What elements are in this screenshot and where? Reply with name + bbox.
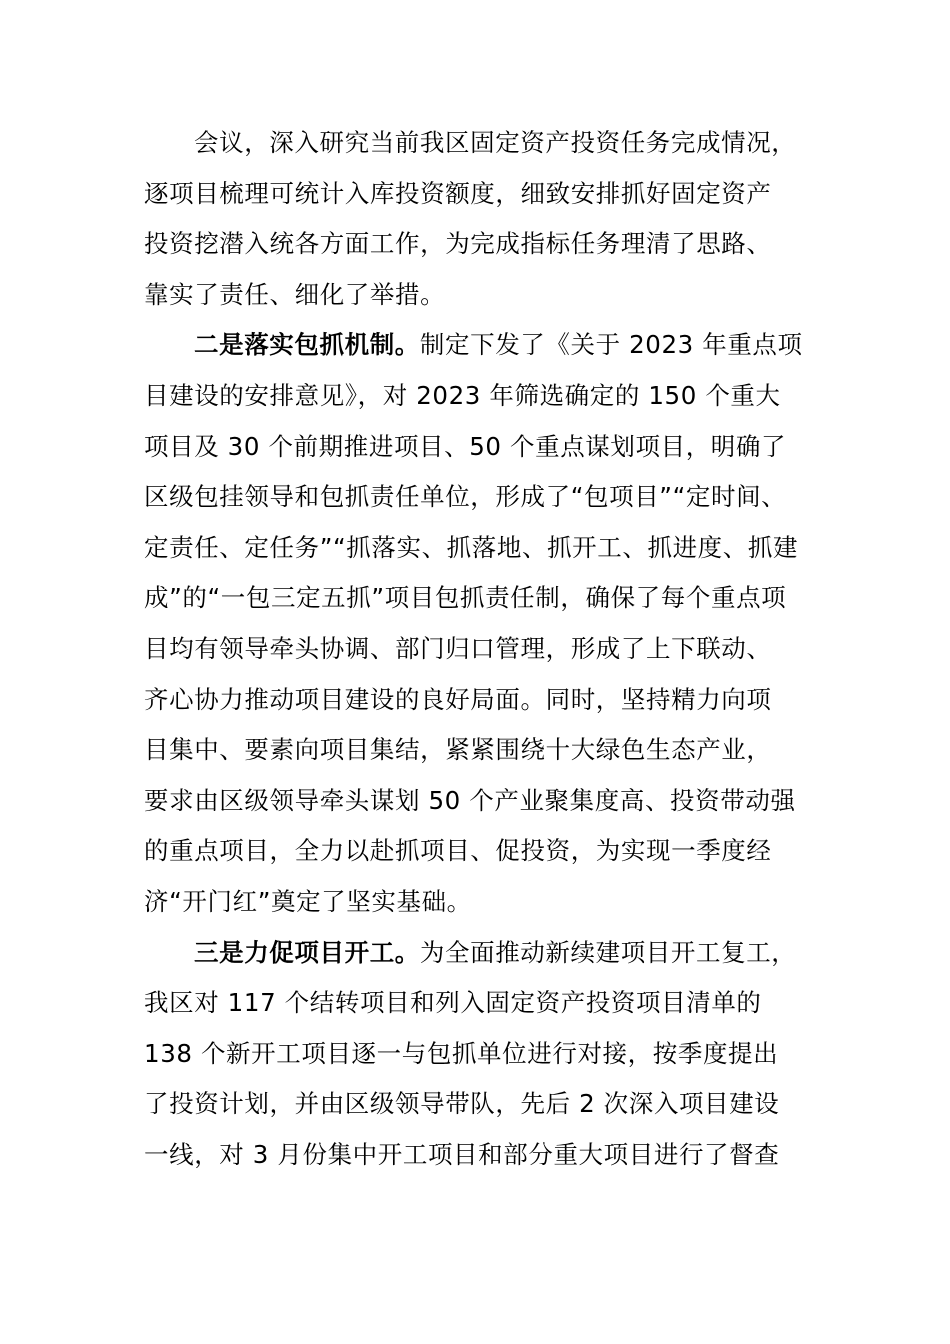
text-line <box>144 1029 834 1080</box>
line-text: 项目及 30 个前期推进项目、50 个重点谋划项目，明确了 <box>144 431 787 461</box>
line-text: 逐项目梳理可统计入库投资额度，细致安排抓好固定资产 <box>144 178 772 208</box>
text-line <box>144 422 834 473</box>
text-line <box>144 725 834 776</box>
line-text: 目均有领导牵头协调、部门归口管理，形成了上下联动、 <box>144 633 772 663</box>
text-line <box>144 169 834 220</box>
text-line <box>144 826 834 877</box>
line-text: 会议，深入研究当前我区固定资产投资任务完成情况， <box>194 128 797 157</box>
section-heading: 二是落实包抓机制。 <box>194 330 420 360</box>
text-line <box>144 371 834 422</box>
body-text <box>144 118 834 1180</box>
text-line <box>144 573 834 624</box>
line-text: 齐心协力推动项目建设的良好局面。同时，坚持精力向项 <box>144 684 772 714</box>
text-line <box>144 270 834 321</box>
text-line <box>144 219 834 270</box>
text-line <box>144 320 834 371</box>
line-text: 定责任、定任务”“抓落实、抓落地、抓开工、抓进度、抓建 <box>144 532 799 562</box>
text-line <box>144 118 834 169</box>
line-text: 目集中、要素向项目集结，紧紧围绕十大绿色生态产业， <box>144 735 772 765</box>
line-text: 一线，对 3 月份集中开工项目和部分重大项目进行了督查 <box>144 1139 780 1169</box>
text-line <box>144 1079 834 1130</box>
text-line <box>144 776 834 827</box>
text-line <box>144 523 834 574</box>
line-text: 为全面推动新续建项目开工复工， <box>419 937 797 967</box>
line-text: 138 个新开工项目逐一与包抓单位进行对接，按季度提出 <box>144 1038 779 1068</box>
line-text: 我区对 117 个结转项目和列入固定资产投资项目清单的 <box>144 988 762 1018</box>
text-line <box>144 978 834 1029</box>
text-line <box>144 472 834 523</box>
line-text: 要求由区级领导牵头谋划 50 个产业聚集度高、投资带动强 <box>144 785 796 815</box>
line-text: 制定下发了《关于 2023 年重点项 <box>419 330 803 360</box>
line-text: 靠实了责任、细化了举措。 <box>144 279 446 309</box>
text-line <box>144 877 834 928</box>
text-line <box>144 1130 834 1181</box>
line-text: 目建设的安排意见》，对 2023 年筛选确定的 150 个重大 <box>144 380 781 410</box>
text-line <box>144 928 834 979</box>
line-text: 的重点项目，全力以赴抓项目、促投资，为实现一季度经 <box>144 836 772 866</box>
text-line <box>144 675 834 726</box>
line-text: 投资挖潜入统各方面工作，为完成指标任务理清了思路、 <box>144 229 772 259</box>
line-text: 成”的“一包三定五抓”项目包抓责任制，确保了每个重点项 <box>144 583 787 613</box>
line-text: 了投资计划，并由区级领导带队，先后 2 次深入项目建设 <box>144 1089 780 1119</box>
line-text: 区级包挂领导和包抓责任单位，形成了“包项目”“定时间、 <box>144 482 787 512</box>
line-text: 济“开门红”奠定了坚实基础。 <box>144 886 472 916</box>
section-heading: 三是力促项目开工。 <box>194 937 420 967</box>
text-line <box>144 624 834 675</box>
